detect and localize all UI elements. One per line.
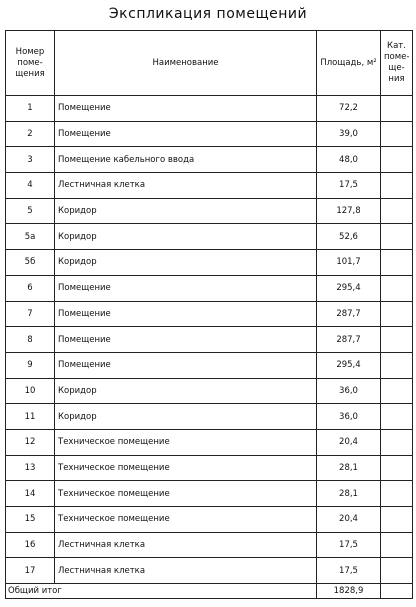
total-label: Общий итог (6, 584, 317, 599)
room-number: 11 (6, 404, 55, 430)
room-area: 20,4 (317, 429, 381, 455)
room-name: Помещение кабельного ввода (55, 147, 317, 173)
header-category: Кат. поме- ще- ния (381, 31, 413, 96)
table-row (6, 507, 413, 533)
room-area: 101,7 (317, 250, 381, 276)
room-name: Техническое помещение (55, 507, 317, 533)
room-number: 13 (6, 455, 55, 481)
room-category (381, 275, 413, 301)
room-area: 17,5 (317, 532, 381, 558)
room-category (381, 352, 413, 378)
table-row (6, 250, 413, 276)
room-area: 48,0 (317, 147, 381, 173)
room-area: 295,4 (317, 352, 381, 378)
room-name: Техническое помещение (55, 481, 317, 507)
room-number: 14 (6, 481, 55, 507)
room-name: Коридор (55, 378, 317, 404)
table-row (6, 301, 413, 327)
room-name: Помещение (55, 327, 317, 353)
room-area: 295,4 (317, 275, 381, 301)
room-category (381, 558, 413, 584)
room-category (381, 455, 413, 481)
room-category (381, 250, 413, 276)
room-category (381, 301, 413, 327)
room-name: Помещение (55, 352, 317, 378)
room-number: 2 (6, 121, 55, 147)
room-area: 287,7 (317, 301, 381, 327)
table-row (6, 532, 413, 558)
table-row (6, 455, 413, 481)
room-category (381, 121, 413, 147)
room-category (381, 224, 413, 250)
room-number: 5а (6, 224, 55, 250)
header-name: Наименование (55, 31, 317, 96)
table-row (6, 352, 413, 378)
table-row (6, 198, 413, 224)
room-category (381, 173, 413, 199)
table-row (6, 327, 413, 353)
table-header-row (6, 31, 413, 96)
table-row (6, 558, 413, 584)
table-row (6, 404, 413, 430)
room-number: 1 (6, 96, 55, 122)
room-name: Коридор (55, 198, 317, 224)
room-name: Лестничная клетка (55, 532, 317, 558)
room-area: 52,6 (317, 224, 381, 250)
room-category (381, 532, 413, 558)
room-category (381, 429, 413, 455)
room-area: 17,5 (317, 173, 381, 199)
table-row (6, 378, 413, 404)
room-area: 36,0 (317, 404, 381, 430)
room-number: 5 (6, 198, 55, 224)
room-area: 39,0 (317, 121, 381, 147)
room-number: 4 (6, 173, 55, 199)
room-name: Помещение (55, 96, 317, 122)
room-category (381, 404, 413, 430)
total-category (381, 584, 413, 599)
header-number: Номер поме- щения (6, 31, 55, 96)
room-area: 36,0 (317, 378, 381, 404)
room-area: 20,4 (317, 507, 381, 533)
room-category (381, 327, 413, 353)
room-name: Помещение (55, 301, 317, 327)
room-number: 10 (6, 378, 55, 404)
table-row (6, 481, 413, 507)
table-row (6, 275, 413, 301)
room-name: Помещение (55, 121, 317, 147)
room-category (381, 507, 413, 533)
room-name: Коридор (55, 224, 317, 250)
room-category (381, 481, 413, 507)
table-row (6, 147, 413, 173)
room-number: 17 (6, 558, 55, 584)
room-number: 16 (6, 532, 55, 558)
room-category (381, 147, 413, 173)
room-name: Помещение (55, 275, 317, 301)
header-area: Площадь, м² (317, 31, 381, 96)
room-name: Техническое помещение (55, 455, 317, 481)
table-row (6, 96, 413, 122)
room-name: Техническое помещение (55, 429, 317, 455)
room-area: 287,7 (317, 327, 381, 353)
room-number: 12 (6, 429, 55, 455)
room-name: Лестничная клетка (55, 558, 317, 584)
room-number: 9 (6, 352, 55, 378)
room-number: 7 (6, 301, 55, 327)
room-number: 8 (6, 327, 55, 353)
room-area: 127,8 (317, 198, 381, 224)
page-title: Экспликация помещений (108, 6, 308, 22)
total-row (6, 584, 413, 599)
table-row (6, 121, 413, 147)
rooms-table (5, 30, 413, 599)
table-row (6, 224, 413, 250)
room-name: Лестничная клетка (55, 173, 317, 199)
room-number: 15 (6, 507, 55, 533)
room-area: 17,5 (317, 558, 381, 584)
room-category (381, 96, 413, 122)
room-number: 3 (6, 147, 55, 173)
room-category (381, 198, 413, 224)
room-area: 28,1 (317, 481, 381, 507)
room-name: Коридор (55, 250, 317, 276)
room-area: 72,2 (317, 96, 381, 122)
room-category (381, 378, 413, 404)
room-number: 5б (6, 250, 55, 276)
table-row (6, 173, 413, 199)
total-area: 1828,9 (317, 584, 381, 599)
room-area: 28,1 (317, 455, 381, 481)
room-number: 6 (6, 275, 55, 301)
room-name: Коридор (55, 404, 317, 430)
table-row (6, 429, 413, 455)
